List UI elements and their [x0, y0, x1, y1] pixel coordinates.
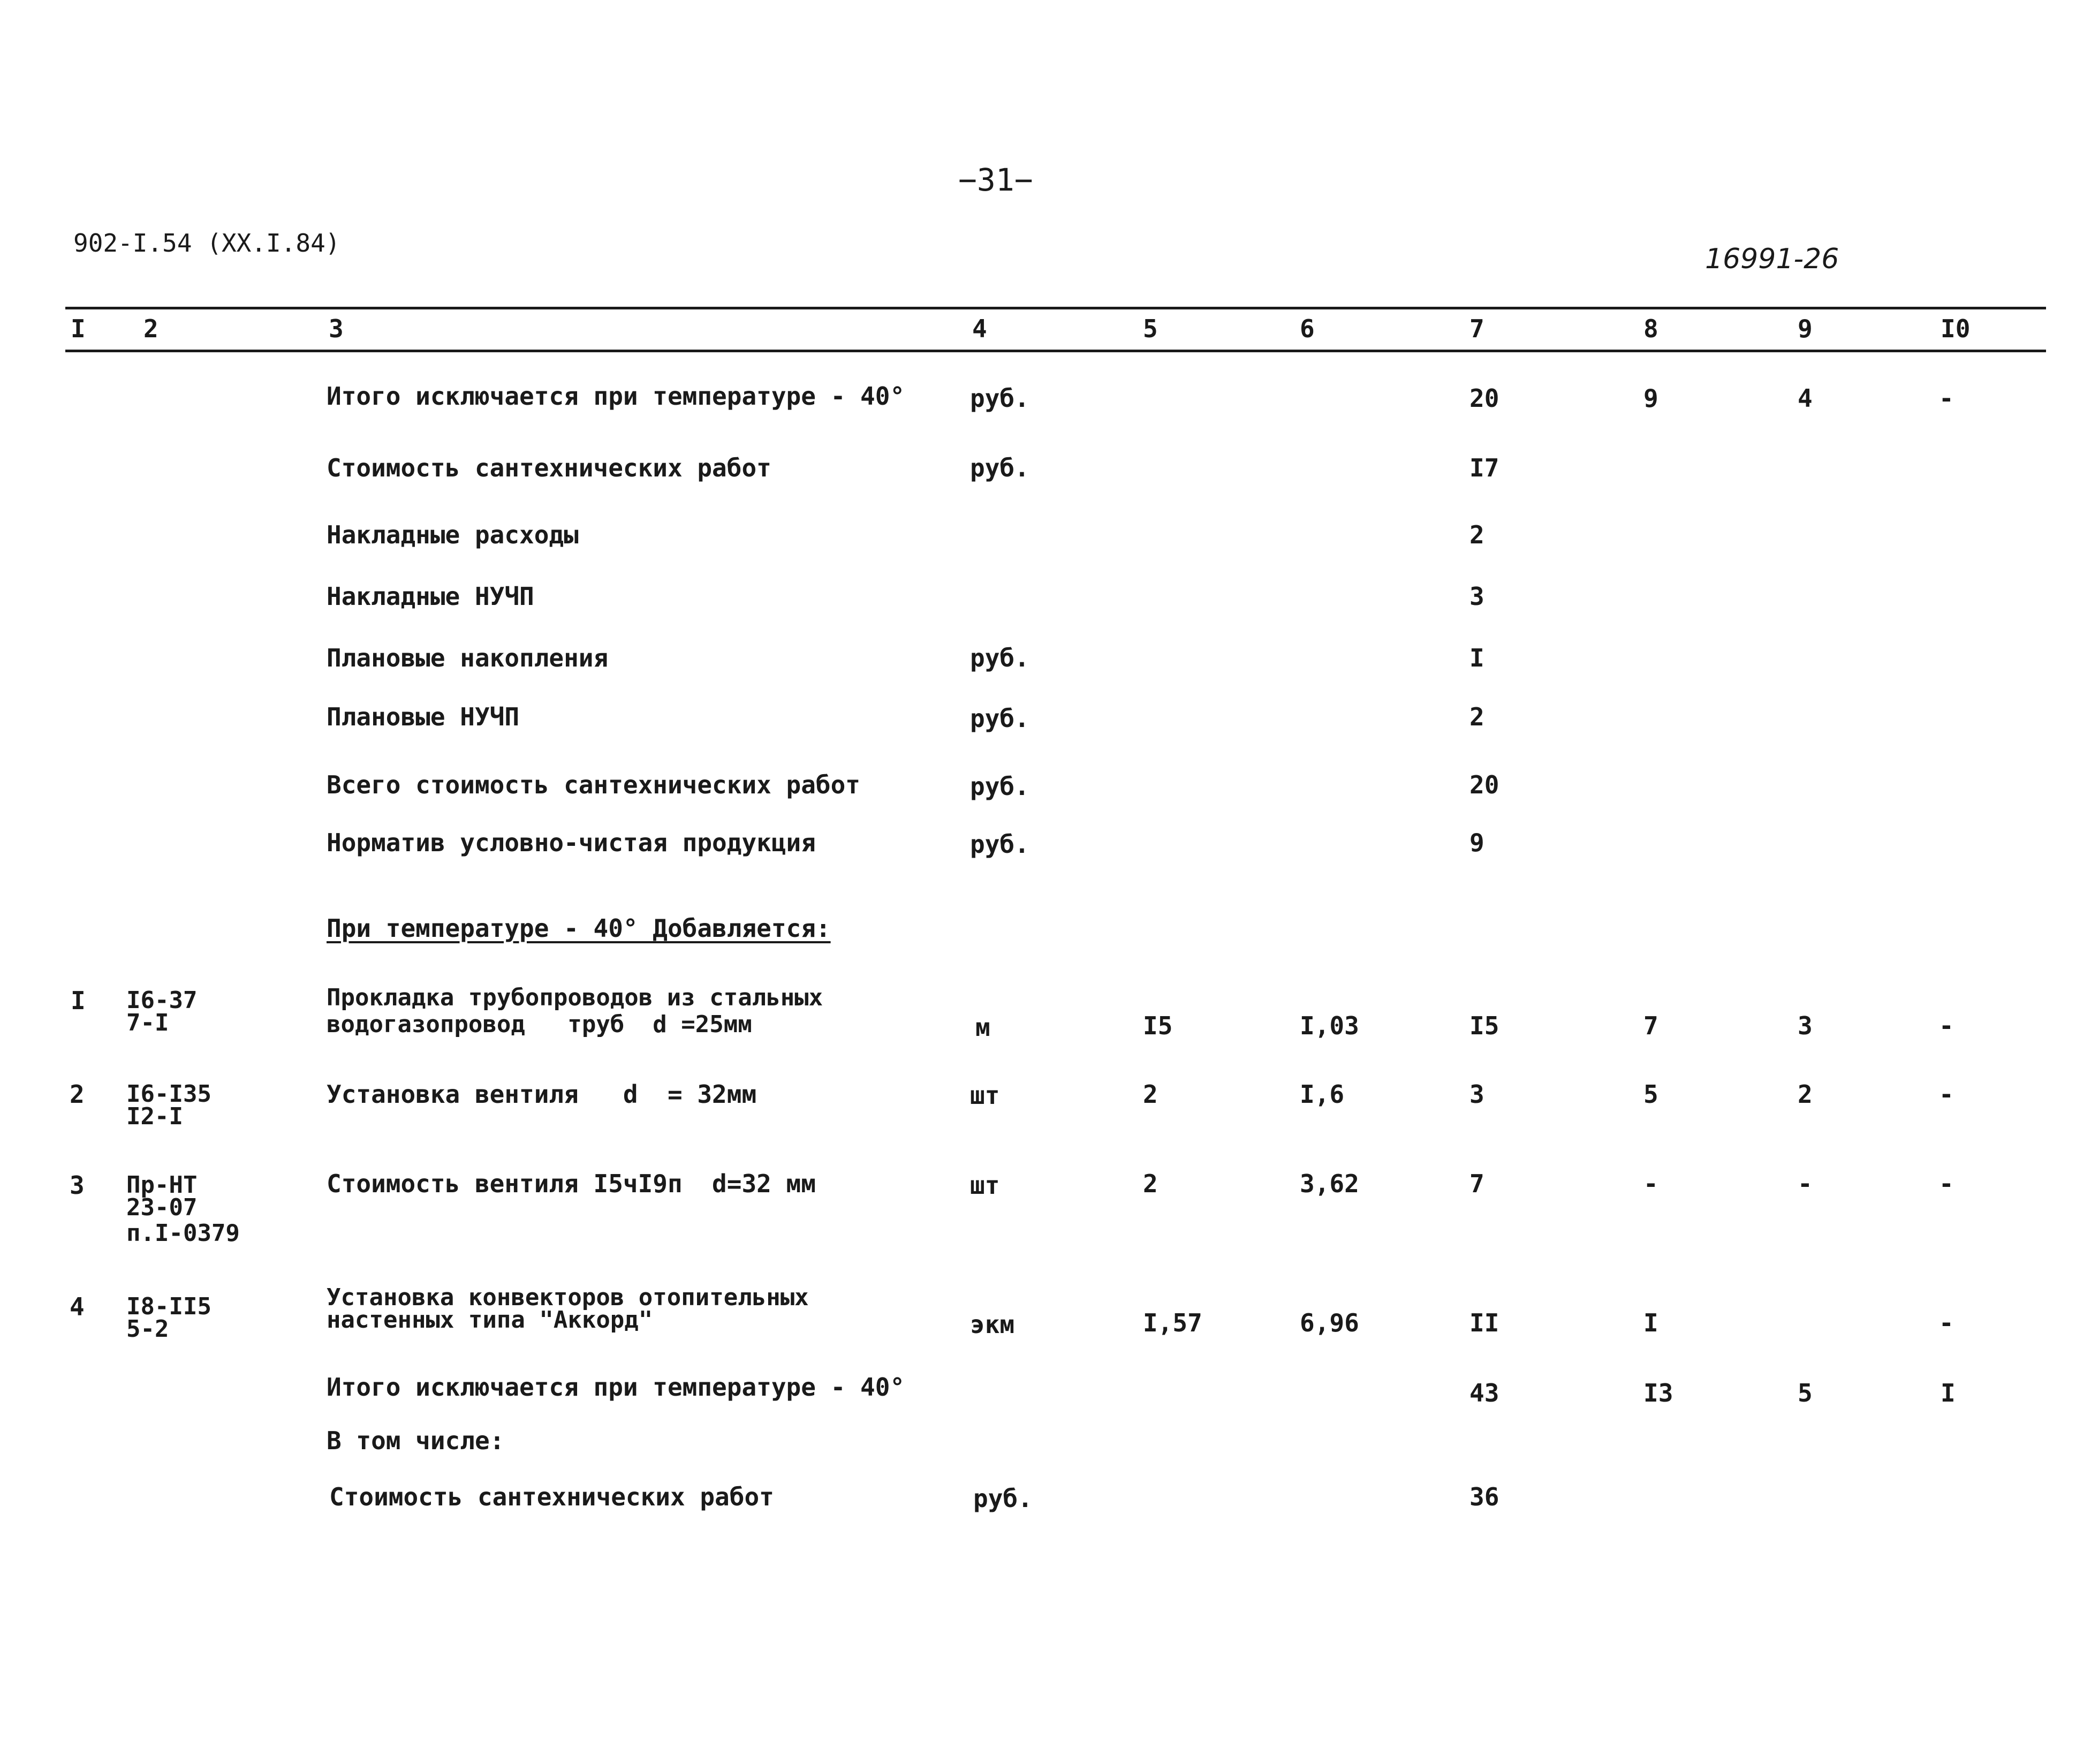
cell-c10: - [1939, 1080, 1954, 1109]
cell-c6: 6,96 [1300, 1308, 1359, 1337]
row-name: Стоимость сантехнических работ [327, 453, 771, 482]
item-code-2: 5-2 [126, 1315, 169, 1343]
row-name: Накладные НУЧП [327, 582, 534, 611]
cell-c5: I,57 [1143, 1308, 1202, 1337]
cell-c8: 7 [1643, 1011, 1658, 1040]
cell-c5: 2 [1143, 1169, 1158, 1198]
row-name: Плановые НУЧП [327, 702, 520, 731]
cell-c9: - [1798, 1169, 1813, 1198]
cell-c10: - [1939, 1011, 1954, 1040]
row-unit: руб. [970, 772, 1029, 801]
row-unit: руб. [970, 643, 1029, 672]
cell-c10: - [1939, 1169, 1954, 1198]
cell-c9: 2 [1798, 1080, 1813, 1109]
row-name: Накладные расходы [327, 520, 579, 549]
doc-code: 902-I.54 (XX.I.84) [73, 229, 340, 258]
row-unit: руб. [973, 1484, 1033, 1513]
cell-c6: I,6 [1300, 1080, 1345, 1109]
cell-c7: I [1469, 643, 1484, 672]
cell-c8: 5 [1643, 1080, 1658, 1109]
cell-c10: - [1939, 384, 1954, 413]
table-top-rule [65, 307, 2046, 309]
cell-c7: II [1469, 1308, 1499, 1337]
item-name-1: Прокладка трубопроводов из стальных [327, 984, 823, 1011]
cell-c6: I,03 [1300, 1011, 1359, 1040]
row-name: Итого исключается при температуре - 40° [327, 382, 905, 411]
row-unit: руб. [970, 830, 1029, 859]
row-name: Всего стоимость сантехнических работ [327, 770, 860, 799]
col-header-8: 8 [1643, 314, 1658, 343]
item-number: 3 [70, 1171, 85, 1200]
col-header-3: 3 [329, 314, 344, 343]
item-name-2: водогазопровод труб d =25мм [327, 1011, 752, 1038]
section-title: При температуре - 40° Добавляется: [327, 914, 831, 943]
row-name: Стоимость сантехнических работ [329, 1482, 774, 1511]
item-code-1: I8-II5 [126, 1293, 211, 1320]
col-header-2: 2 [143, 314, 158, 343]
table-header-rule [65, 350, 2046, 352]
col-header-4: 4 [972, 314, 987, 343]
cell-c7: 2 [1469, 702, 1484, 731]
row-name: Итого исключается при температуре - 40° [327, 1373, 905, 1402]
item-name-2: настенных типа "Аккорд" [327, 1306, 653, 1334]
item-name-1: Установка вентиля d = 32мм [327, 1080, 757, 1109]
cell-c9: 3 [1798, 1011, 1813, 1040]
row-unit: руб. [970, 704, 1029, 733]
item-number: 4 [70, 1292, 85, 1321]
cell-unit: экм [970, 1310, 1015, 1339]
cell-c7: 20 [1469, 384, 1499, 413]
cell-c8: I [1643, 1308, 1658, 1337]
item-code-3: п.I-0379 [126, 1220, 240, 1247]
cell-c8: I3 [1643, 1379, 1673, 1407]
cell-c5: 2 [1143, 1080, 1158, 1109]
item-code-2: 7-I [126, 1009, 169, 1036]
cell-c6: 3,62 [1300, 1169, 1359, 1198]
col-header-5: 5 [1143, 314, 1158, 343]
item-code-1: I6-37 [126, 987, 198, 1014]
cell-c7: 3 [1469, 582, 1484, 611]
cell-c10: - [1939, 1308, 1954, 1337]
row-name: Норматив условно-чистая продукция [327, 828, 816, 857]
row-name: Плановые накопления [327, 643, 609, 672]
cell-c7: I7 [1469, 453, 1499, 482]
item-name-1: Стоимость вентиля I5чI9п d=32 мм [327, 1169, 816, 1198]
cell-unit: шт [970, 1081, 1000, 1110]
col-header-6: 6 [1300, 314, 1315, 343]
item-code-1: Пр-НТ [126, 1171, 198, 1199]
cell-c5: I5 [1143, 1011, 1173, 1040]
row-unit: руб. [970, 384, 1029, 413]
item-code-2: 23-07 [126, 1194, 198, 1221]
col-header-7: 7 [1469, 314, 1484, 343]
handwritten-ref: 16991-26 [1705, 243, 1839, 275]
col-header-10: I0 [1941, 314, 1971, 343]
cell-unit: м [975, 1013, 990, 1042]
cell-unit: шт [970, 1171, 1000, 1200]
item-code-1: I6-I35 [126, 1080, 211, 1108]
cell-c8: - [1643, 1169, 1658, 1198]
col-header-9: 9 [1798, 314, 1813, 343]
cell-c7: I5 [1469, 1011, 1499, 1040]
cell-c8: 9 [1643, 384, 1658, 413]
item-number: 2 [70, 1080, 85, 1109]
cell-c7: 7 [1469, 1169, 1484, 1198]
cell-c7: 3 [1469, 1080, 1484, 1109]
item-name-1: Установка конвекторов отопительных [327, 1284, 809, 1311]
cell-c7: 20 [1469, 770, 1499, 799]
cell-c7: 43 [1469, 1379, 1499, 1407]
cell-c10: I [1941, 1379, 1956, 1407]
row-name: В том числе: [327, 1426, 505, 1455]
item-code-2: I2-I [126, 1103, 183, 1130]
cell-c9: 4 [1798, 384, 1813, 413]
cell-c7: 36 [1469, 1482, 1499, 1511]
col-header-1: I [71, 314, 86, 343]
cell-c7: 9 [1469, 828, 1484, 857]
item-number: I [71, 986, 86, 1015]
cell-c9: 5 [1798, 1379, 1813, 1407]
row-unit: руб. [970, 453, 1029, 482]
page-number: −31− [958, 162, 1033, 198]
cell-c7: 2 [1469, 520, 1484, 549]
